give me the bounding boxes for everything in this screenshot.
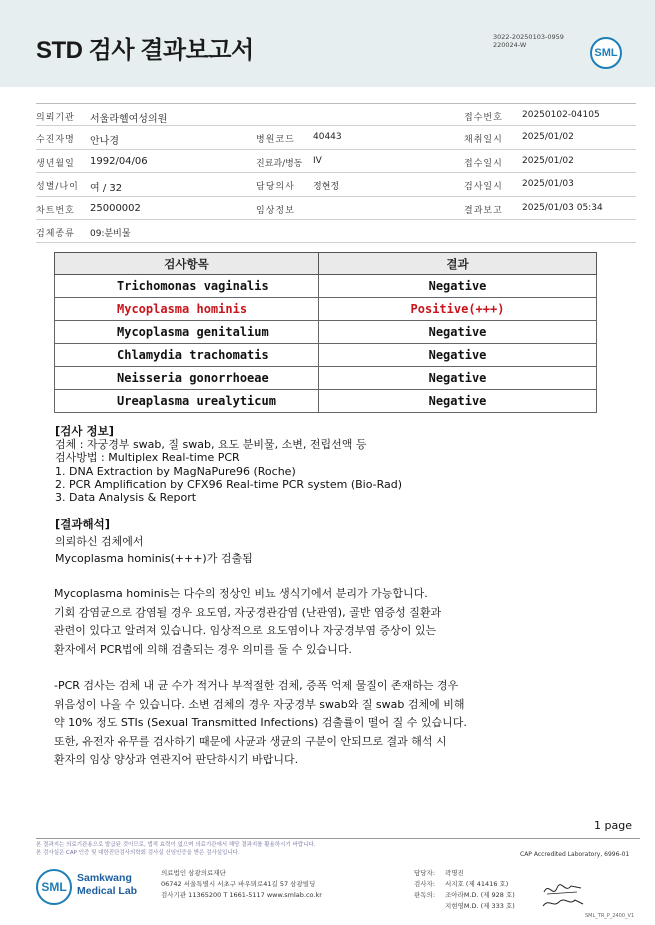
interpretation-line: 의뢰하신 검체에서 — [55, 535, 144, 548]
test-info-section — [55, 425, 402, 504]
staff-row — [414, 901, 515, 912]
sex-age-value: 여 / 32 — [90, 183, 123, 195]
paragraph-line: -PCR 검사는 검체 내 균 수가 적거나 부적절한 검체, 증폭 억제 물질이 존재하는 경우 — [54, 679, 459, 692]
test-info-line: 2. PCR Amplification by CFX96 Real-time PCR system (Bio-Rad) — [55, 477, 403, 491]
reported-value: 2025/01/03 05:34 — [522, 202, 603, 213]
specimen-label: 검체종류 — [36, 228, 75, 239]
results-header-row — [55, 253, 597, 275]
report-header — [0, 0, 655, 87]
test-info-heading: [검사 정보] — [55, 424, 114, 438]
collected-value: 2025/01/02 — [522, 132, 574, 143]
page-number: 1 page — [594, 819, 632, 832]
staff-name: 곽명진 — [445, 869, 464, 877]
info-row — [36, 197, 636, 220]
report-code-line2: 220024-W — [493, 41, 527, 49]
paragraph-line: 위음성이 나올 수 있습니다. 소변 검체의 경우 자궁경부 swab와 질 swab 검체에 비해 — [54, 697, 465, 711]
staff-row — [414, 868, 515, 879]
col-result-header: 결과 — [319, 253, 597, 275]
test-result: Negative — [319, 344, 597, 367]
info-row — [36, 103, 636, 126]
cap-accreditation: CAP Accredited Laboratory, 6996-01 — [520, 851, 630, 858]
interpretation-section — [55, 516, 253, 567]
receipt-no-label: 접수번호 — [464, 113, 503, 123]
patient-value: 안나경 — [90, 136, 119, 148]
staff-role: 담당자: — [414, 869, 436, 877]
dept-value: IV — [313, 155, 322, 166]
report-code-line1: 3022-20250103-0959 — [493, 33, 564, 41]
footer-note — [36, 842, 316, 857]
staff-name: 서지호 (제 41416 호) — [445, 880, 509, 888]
test-info-line: 검체 : 자궁경부 swab, 질 swab, 요도 분비물, 소변, 전립선액 등 — [55, 438, 367, 452]
table-row-positive — [55, 298, 597, 321]
reported-label: 결과보고 — [464, 205, 503, 216]
test-item: Chlamydia trachomatis — [55, 344, 319, 367]
staff-role: 검사자: — [414, 880, 436, 888]
chart-no-label: 차트번호 — [36, 205, 75, 216]
patient-info-table — [36, 103, 636, 243]
paragraph-line: Mycoplasma hominis는 다수의 정상인 비뇨 생식기에서 분리가 가능합니다. — [54, 587, 428, 600]
institution-value: 서울라헬여성의원 — [90, 114, 168, 125]
results-table — [54, 252, 597, 413]
staff-name: 지현영M.D. (제 333 호) — [445, 902, 515, 910]
signature-image — [541, 880, 585, 910]
table-row — [55, 321, 597, 344]
interpretation-paragraph-2 — [54, 677, 467, 770]
doctor-label: 담당의사 — [256, 182, 295, 193]
interpretation-paragraph-1 — [54, 585, 441, 659]
footer-note-line: 본 결과지는 의료기관용으로 발급된 것이므로, 법적 효력이 없으며 의료기관에서 해당 결과지를 활용하시기 바랍니다. — [36, 842, 316, 848]
test-result: Positive(+++) — [319, 298, 597, 321]
institution-label: 의뢰기관 — [36, 113, 75, 123]
report-code — [493, 33, 564, 49]
table-row — [55, 390, 597, 413]
test-result: Negative — [319, 367, 597, 390]
lab-name-line2: Medical Lab — [77, 885, 138, 897]
col-item-header: 검사항목 — [55, 253, 319, 275]
sml-footer-logo: SML — [36, 869, 72, 905]
test-item: Mycoplasma genitalium — [55, 321, 319, 344]
test-info-line: 1. DNA Extraction by MagNaPure96 (Roche) — [55, 464, 296, 478]
test-result: Negative — [319, 390, 597, 413]
lab-name-line1: Samkwang — [77, 872, 132, 884]
test-info-line: 검사방법 : Multiplex Real-time PCR — [55, 451, 240, 465]
test-result: Negative — [319, 275, 597, 298]
ward-code-label: 병원코드 — [256, 135, 295, 146]
staff-name: 조아라M.D. (제 928 호) — [445, 891, 515, 899]
paragraph-line: 또한, 유전자 유무를 검사하기 때문에 사균과 생균의 구분이 안되므로 결과 해석 시 — [54, 734, 447, 748]
paragraph-line: 환자의 임상 양상과 연관지어 판단하시기 바랍니다. — [54, 753, 299, 766]
address-line: 의료법인 삼광의료재단 — [161, 869, 226, 877]
specimen-value: 09:분비물 — [90, 228, 131, 239]
test-result: Negative — [319, 321, 597, 344]
paragraph-line: 환자에서 PCR법에 의해 검출되는 경우 의미를 둘 수 있습니다. — [54, 642, 352, 656]
paragraph-line: 관련이 있다고 알려져 있습니다. 임상적으로 요도염이나 자궁경부염 증상이 있는 — [54, 624, 437, 637]
patient-label: 수진자명 — [36, 135, 75, 146]
interpretation-heading: [결과해석] — [55, 517, 110, 531]
form-code: SML_TR_P_2400_V1 — [585, 913, 635, 919]
info-row — [36, 220, 636, 243]
lab-name — [77, 872, 137, 898]
dob-label: 생년월일 — [36, 158, 75, 169]
dept-label: 진료과/병동 — [256, 158, 303, 169]
address-line: 06742 서울특별시 서초구 바우뫼로41길 57 삼광빌딩 — [161, 880, 316, 888]
clinical-label: 임상정보 — [256, 205, 295, 216]
dob-value: 1992/04/06 — [90, 155, 148, 167]
receipt-no-value: 20250102-04105 — [522, 110, 600, 120]
lab-address — [161, 868, 322, 901]
tested-value: 2025/01/03 — [522, 179, 574, 190]
staff-list — [414, 868, 515, 912]
collected-label: 채취일시 — [464, 135, 503, 146]
test-item: Trichomonas vaginalis — [55, 275, 319, 298]
test-info-line: 3. Data Analysis & Report — [55, 491, 197, 505]
table-row — [55, 367, 597, 390]
test-item: Ureaplasma urealyticum — [55, 390, 319, 413]
staff-role: 판독의: — [414, 891, 436, 899]
ward-code-value: 40443 — [313, 132, 342, 143]
received-label: 접수일시 — [464, 158, 503, 169]
chart-no-value: 25000002 — [90, 202, 141, 214]
footer-divider — [36, 838, 640, 839]
test-item: Neisseria gonorrhoeae — [55, 367, 319, 390]
table-row — [55, 344, 597, 367]
info-row — [36, 173, 636, 196]
sex-age-label: 성별/나이 — [36, 182, 79, 193]
staff-row — [414, 890, 515, 901]
report-title: STD 검사 결과보고서 — [36, 37, 254, 64]
test-item: Mycoplasma hominis — [55, 298, 319, 321]
table-row — [55, 275, 597, 298]
info-row — [36, 126, 636, 149]
address-line: 검사기관 11365200 T 1661-5117 www.smlab.co.kr — [161, 891, 322, 899]
interpretation-line: Mycoplasma hominis(+++)가 검출됨 — [55, 552, 253, 565]
paragraph-line: 기회 감염균으로 감염될 경우 요도염, 자궁경관감염 (난관염), 골반 염증성 질환과 — [54, 605, 442, 619]
paragraph-line: 약 10% 정도 STIs (Sexual Transmitted Infections) 검출률이 떨어 질 수 있습니다. — [54, 716, 467, 729]
received-value: 2025/01/02 — [522, 155, 574, 166]
footer-note-line: 본 검사실은 CAP 인증 및 대한진단검사의학회 검사실 신임인증을 받은 검사실입니다. — [36, 849, 240, 856]
doctor-value: 정현정 — [313, 182, 340, 193]
sml-logo: SML — [590, 37, 622, 69]
staff-row — [414, 879, 515, 890]
info-row — [36, 150, 636, 173]
tested-label: 검사일시 — [464, 182, 503, 193]
